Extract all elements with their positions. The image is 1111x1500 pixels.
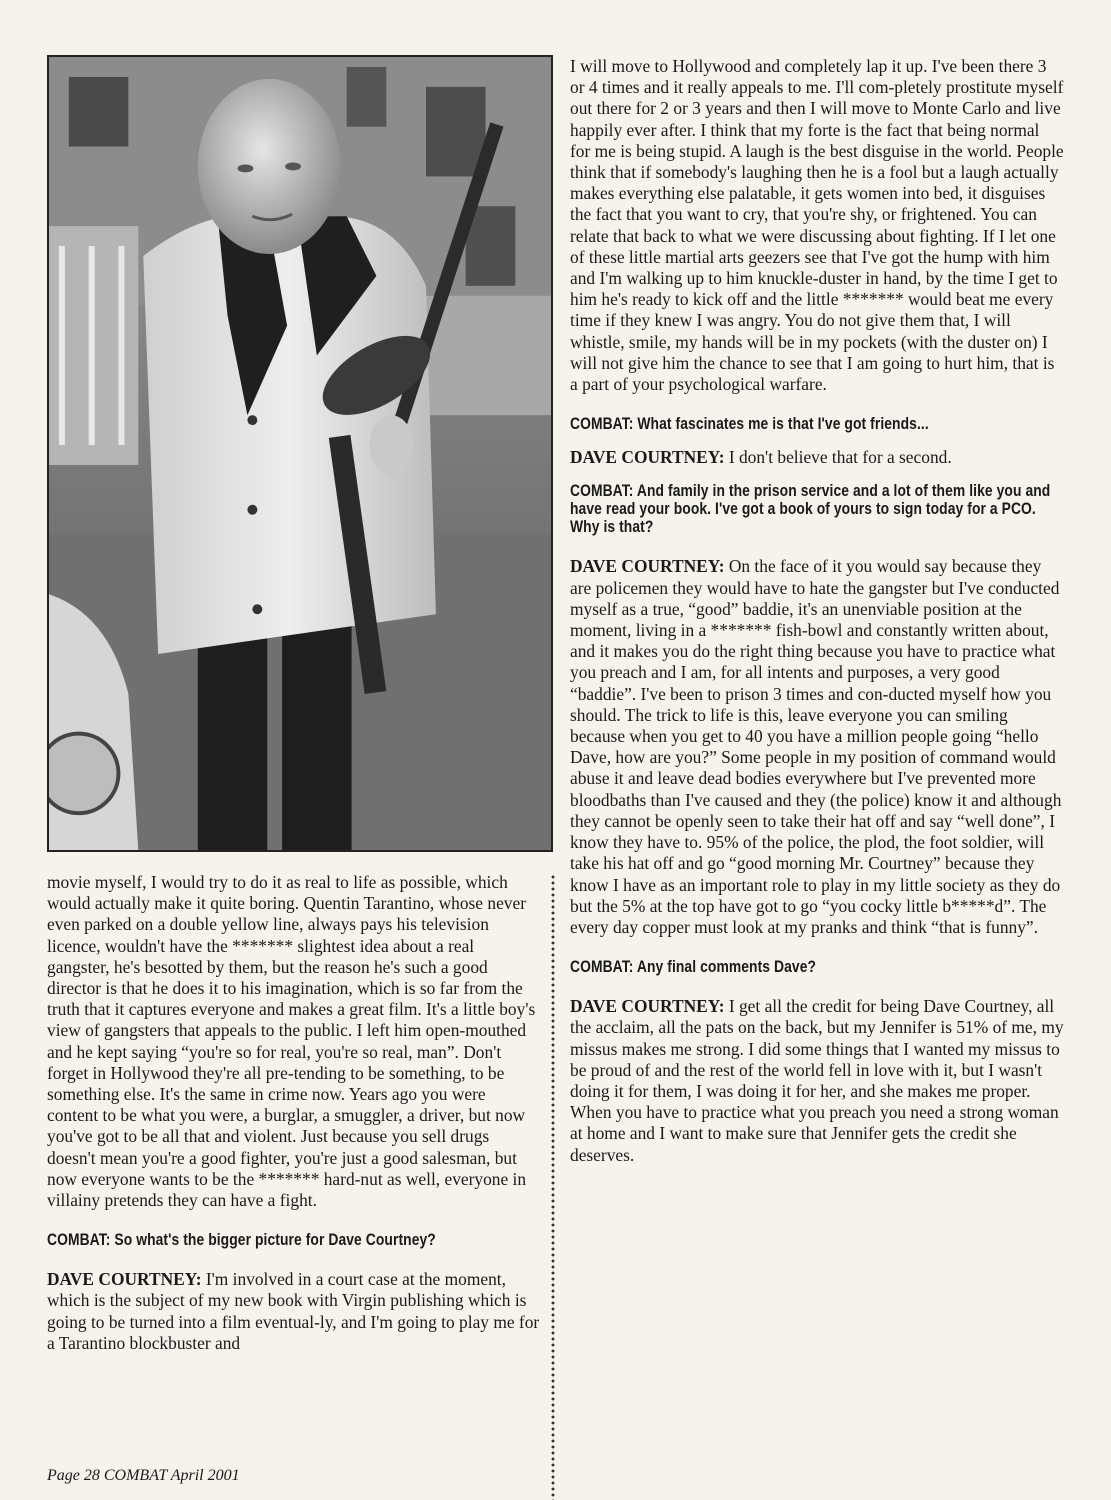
- photo-illustration: [49, 57, 551, 850]
- interview-answer: [570, 556, 1064, 938]
- body-text: I will move to Hollywood and completely lap it up. I've been there 3 or 4 times and it really appeals to me. I'll com-pletely prostitute myself out there for 2 or 3 years and then I will move to Monte Carlo and live happily ever after. I think that my forte is the fact that being normal for me is being stupid. A laugh is the best disguise in the world. People think that if somebody's laughing then he is a fool but a laugh actually makes everything else palatable, it gets women into bed, it disguises the fact that you want to cry, that you're shy, or frightened. You can relate that back to what we were discussing about fighting. If I let one of these little martial arts geezers see that I've got the hump with him and I'm walking up to him knuckle-duster in hand, by the time I get to him he's ready to kick off and the little ******* would beat me every time if they knew I was angry. You do not give them that, I will whistle, smile, my hands will be in my pockets (with the duster on) I will not give him the chance to see that I am going to hurt him, that is a part of your psychological warfare.: [570, 56, 1064, 395]
- interview-answer: [570, 447, 1064, 468]
- interview-question: COMBAT: And family in the prison service and a lot of them like you and have read your book. I've got a book of yours to sign today for a PCO. Why is that?: [570, 482, 1051, 537]
- left-column: [47, 872, 541, 1354]
- answer-text: I get all the credit for being Dave Courtney, all the acclaim, all the pats on the back, but my Jennifer is 51% of me, my missus makes me strong. I did some things that I wanted my missus to be proud of and the rest of the world fell in love with it, but I wasn't doing it for them, I was doing it for her, and she makes me proper. When you have to practice what you preach you need a strong woman at home and I want to make sure that Jennifer gets the credit she deserves.: [570, 996, 1064, 1165]
- interview-answer: [570, 996, 1064, 1166]
- speaker-label: DAVE COURTNEY:: [570, 556, 725, 577]
- answer-text: On the face of it you would say because they are policemen they would have to hate the gangster but I've conducted myself as a true, “good” baddie, it's an unenviable position at the moment, living in a ******* fish-bowl and constantly written about, and it makes you do the right thing because you have to practice what you preach and I am, for all intents and purposes, a very good “baddie”. I've been to prison 3 times and con-ducted myself how you should. The trick to life is this, leave everyone you can smiling because when you get to 40 you have a million people going “hello Dave, how are you?” Some people in my position of command would abuse it and leave dead bodies everywhere but I've prevented more bloodbaths than I've caused and they (the police) know it and although they cannot be openly seen to take their hat off and say “well done”, I know they have to. 95% of the police, the plod, the foot soldier, will take his hat off and go “good morning Mr. Courtney” because they know I have as an important role to play in my little society as they do but the 5% at the top have got to go “you cocky little b*****d”. The every day copper must look at my pranks and think “that is funny”.: [570, 556, 1062, 937]
- answer-text: I don't believe that for a second.: [724, 447, 952, 468]
- column-divider: [551, 874, 555, 1500]
- right-column: [570, 56, 1064, 1166]
- speaker-label: DAVE COURTNEY:: [570, 447, 725, 468]
- page-footer: Page 28 COMBAT April 2001: [47, 1467, 240, 1484]
- body-text: movie myself, I would try to do it as real to life as possible, which would actually make it quite boring. Quentin Tarantino, whose never even parked on a double yellow line, always pays his television licence, wouldn't have the ******* slightest idea about a real gangster, he's besotted by them, but the reason he's such a good director is that he does it to his imagination, which is so far from the truth that it captures everyone and makes a great film. It's a little boy's view of gangsters that appeals to the public. I left him open-mouthed and he kept saying “you're so for real, you're so real, man”. Don't forget in Hollywood they're all pre-tending to be something, to be something else. It's the same in crime now. Years ago you were content to be what you were, a burglar, a smuggler, a driver, but now you've got to be all that and violent. Just because you sell drugs doesn't mean you're a good fighter, you're just a good salesman, but now everyone wants to be the ******* hard-nut as well, everyone in villainy pretends they can have a fight.: [47, 872, 536, 1211]
- interview-question: COMBAT: Any final comments Dave?: [570, 958, 817, 977]
- speaker-label: DAVE COURTNEY:: [47, 1269, 202, 1290]
- interview-answer: [47, 1269, 541, 1354]
- interview-question: COMBAT: So what's the bigger picture for Dave Courtney?: [47, 1231, 436, 1250]
- article-photo: [47, 55, 553, 852]
- interview-question: COMBAT: What fascinates me is that I've got friends...: [570, 415, 929, 434]
- speaker-label: DAVE COURTNEY:: [570, 996, 725, 1017]
- answer-text: I'm involved in a court case at the moment, which is the subject of my new book with Virgin publishing which is going to be turned into a film eventual-ly, and I'm going to play me for a Tarantino blockbuster and: [47, 1269, 540, 1353]
